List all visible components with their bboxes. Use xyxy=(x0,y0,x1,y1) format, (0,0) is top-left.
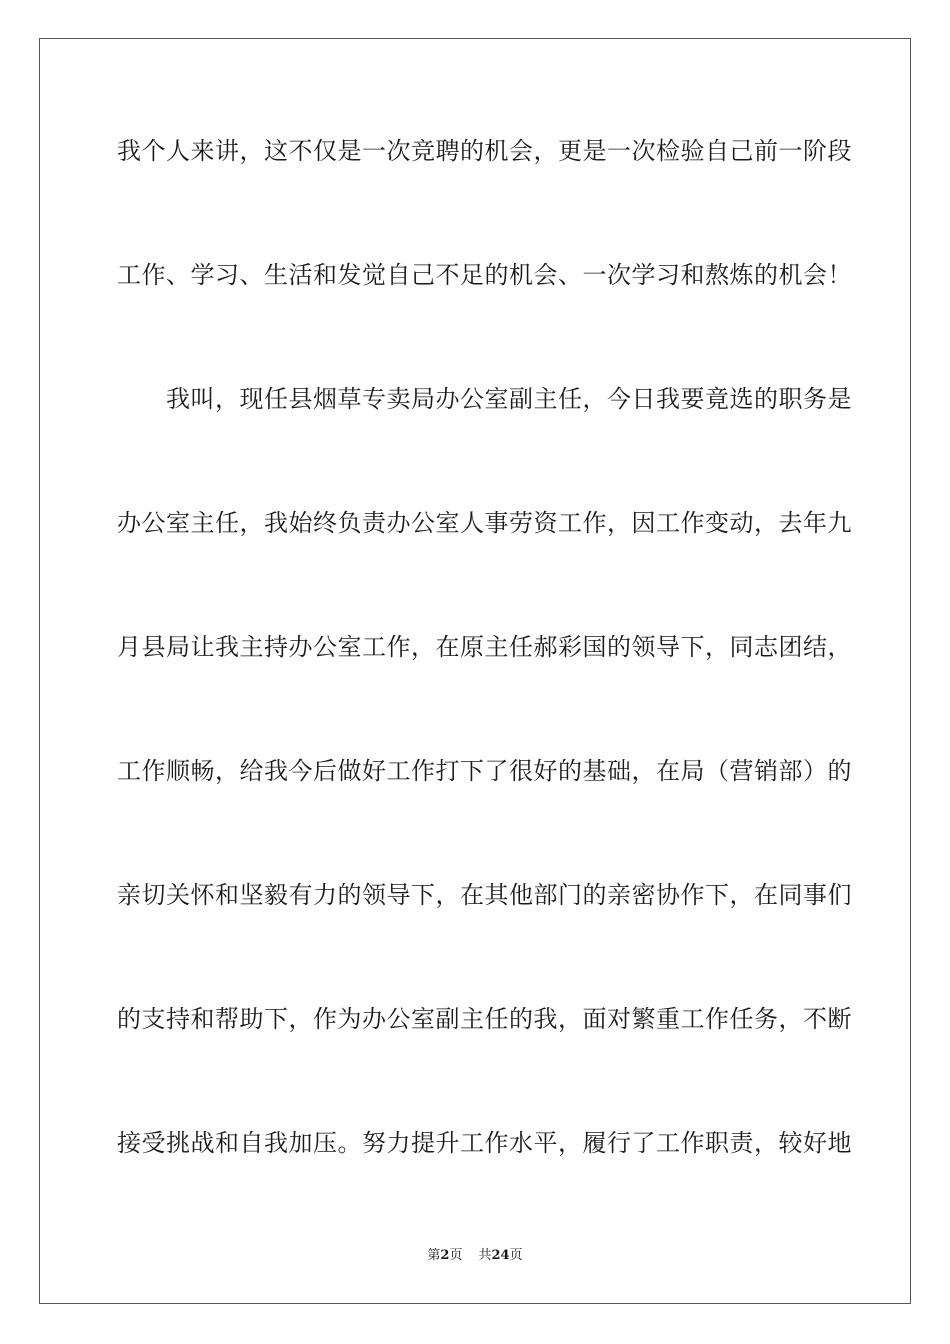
paragraph-line-5: 月县局让我主持办公室工作，在原主任郝彩国的领导下，同志团结， xyxy=(117,633,852,661)
page-border xyxy=(39,38,911,1304)
page-footer xyxy=(0,1247,950,1265)
paragraph-line-1: 我个人来讲，这不仅是一次竞聘的机会，更是一次检验自己前一阶段 xyxy=(117,137,852,165)
paragraph-line-2: 工作、学习、生活和发觉自己不足的机会、一次学习和熬炼的机会！ xyxy=(117,261,852,289)
paragraph-line-3: 我叫，现任县烟草专卖局办公室副主任，今日我要竟选的职务是 xyxy=(117,385,852,413)
paragraph-line-4: 办公室主任，我始终负责办公室人事劳资工作，因工作变动，去年九 xyxy=(117,509,852,537)
paragraph-line-9: 接受挑战和自我加压。努力提升工作水平，履行了工作职责，较好地 xyxy=(117,1129,852,1157)
paragraph-line-8: 的支持和帮助下，作为办公室副主任的我，面对繁重工作任务，不断 xyxy=(117,1005,852,1033)
paragraph-line-7: 亲切关怀和坚毅有力的领导下，在其他部门的亲密协作下，在同事们 xyxy=(117,881,852,909)
footer-total-pages: 24 xyxy=(491,1248,510,1263)
paragraph-line-6: 工作顺畅，给我今后做好工作打下了很好的基础，在局（营销部）的 xyxy=(117,757,852,785)
footer-total-prefix: 共 xyxy=(478,1248,492,1263)
footer-page-prefix: 第 xyxy=(427,1248,441,1263)
footer-page-suffix: 页 xyxy=(449,1248,463,1263)
footer-page-number: 2 xyxy=(440,1248,450,1263)
footer-total-suffix: 页 xyxy=(509,1248,523,1263)
